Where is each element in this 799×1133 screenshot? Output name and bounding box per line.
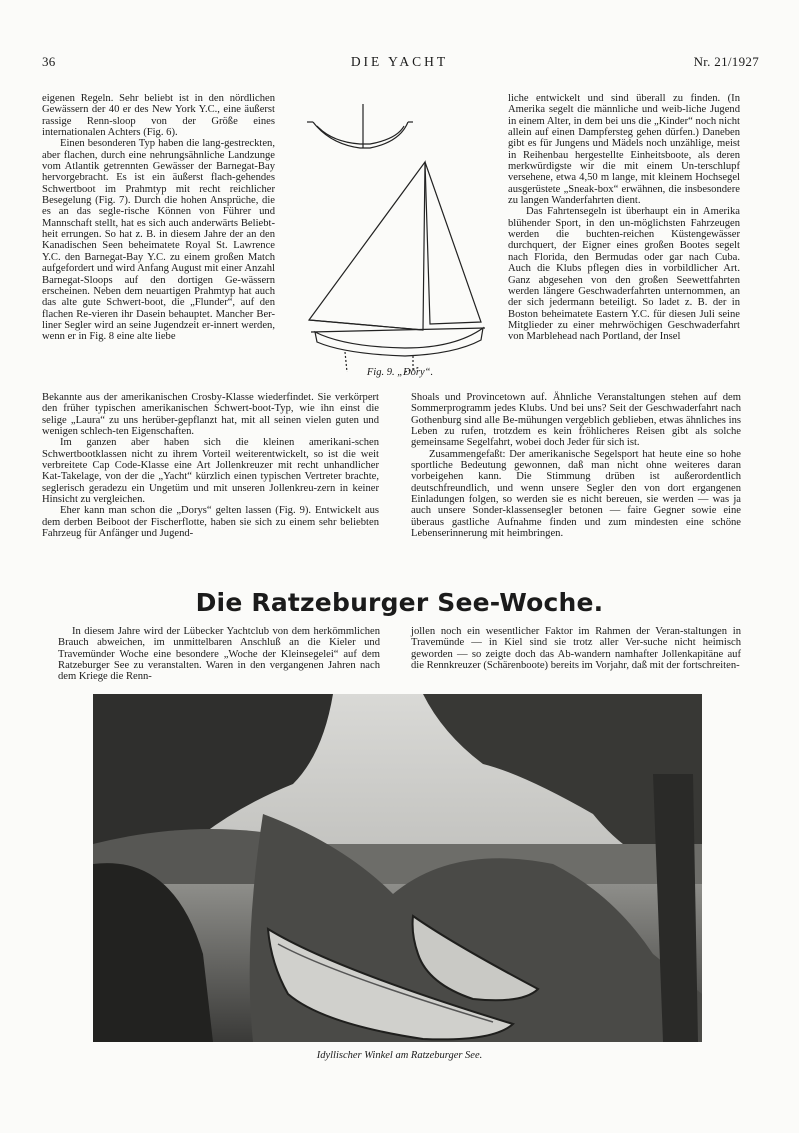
article-column-left bbox=[58, 626, 380, 683]
article-column-right bbox=[411, 626, 741, 671]
paragraph: Eher kann man schon die „Dorys“ gelten lassen (Fig. 9). Entwickelt aus dem derben Beiboot der Fischerflotte, haben sie sich zu einem sehr beliebten Fahrzeug für Anfänger und Jugend- bbox=[42, 505, 379, 540]
photo-caption: Idyllischer Winkel am Ratzeburger See. bbox=[316, 1050, 483, 1061]
paragraph: Shoals und Provincetown auf. Ähnliche Veranstaltungen stehen auf dem Sommerprogramm jedes Klubs. Und bei uns? Seit der Geschwaderfahrt nach Gothenburg sind alle Be-mühungen vergeblich geblieben, etwas ähnliches ins Leben zu rufen, trotzdem es kein fröhlicheres Reisen gibt als solche gemeinsame Segelfahrt, wobei doch Jeder für sich ist. bbox=[411, 392, 741, 449]
article-title: Die Ratzeburger See-Woche. bbox=[195, 588, 604, 617]
paragraph: Im ganzen aber haben sich die kleinen amerikani-schen Schwertbootklassen nicht zu ihrem Vorteil weiterentwickelt, so ist die weit verbreitete Cap Code-Klasse eine Art Jollenkreuzer mit recht unhandlicher Kat-Takelage, von der die „Yacht“ kürzlich einen typischen Vertreter brachte, seglerisch geradezu ein Ungetüm und mit unseren Jollenkreu-zern in keiner Hinsicht zu vergleichen. bbox=[42, 437, 379, 506]
column-left-top bbox=[42, 93, 275, 343]
paragraph: Einen besonderen Typ haben die lang-gestreckten, aber flachen, durch eine nehrungsähnliche Landzunge vom Atlantik getrennten Gewässer der Barnegat-Bay hervorgebracht. Es ist ein äußerst flach-gehendes Schwertboot im Prahmtyp mit recht reichlicher Besegelung (Fig. 7). Durch die hohen Ansprüche, die es an das segle-rische Können von Führer und Mannschaft stellt, hat es sich auch anderwärts Beliebt-heit errungen. So hat z. B. in diesem Jahre der an den Kanadischen Seen beheimatete Royal St. Lawrence Y.C. den Barnegat-Bay Y.C. zu einem großen Match aufgefordert und wird Anfang August mit einer Anzahl Barnegat-Sloops auf den dortigen Ge-wässern erscheinen. Neben dem neuartigen Prahmtyp hat auch das alte gute Schwert-boot, die „Flunder“, auf den flachen Re-vieren ihr Dasein behauptet. Mancher Ber-liner Segler wird an seine Jugendzeit er-innert werden, wenn er in Fig. 8 eine alte liebe bbox=[42, 138, 275, 343]
dory-hull-drawing bbox=[315, 328, 483, 356]
paragraph: jollen noch ein wesentlicher Faktor im Rahmen der Veran-staltungen in Travemünde — in Kiel sind sie trotz aller Ver-suche nicht heimisch geworden — so zeigte doch das Ab-wandern namhafter Jollenkapitäne auf die Rennkreuzer (Schärenboote) bereits im Vorjahr, daß mit der fortschreiten- bbox=[411, 626, 741, 672]
page-number: 36 bbox=[42, 54, 56, 69]
lake-photo bbox=[93, 694, 702, 1042]
paragraph: In diesem Jahre wird der Lübecker Yachtclub von dem herkömmlichen Brauch abweichen, im unmittelbaren Anschluß an die Kieler und Travemünder Woche eine besondere „Woche der Kleinsegelei“ auf dem Ratzeburger See zu veranstalten. Waren in den vergangenen Jahren nach dem Kriege die Renn- bbox=[58, 626, 380, 683]
column-right-top bbox=[508, 93, 740, 343]
dory-figure bbox=[305, 92, 495, 392]
journal-title: DIE YACHT bbox=[350, 54, 449, 69]
issue-number: Nr. 21/1927 bbox=[693, 54, 759, 69]
paragraph: liche entwickelt und sind überall zu finden. (In Amerika segelt die männliche und weib-liche Jugend in einem Alter, in dem bei uns die „Kinder“ noch nicht allein auf einen Dampfersteg gehen dürfen.) Daneben gibt es für Jungens und Mädels noch unzählige, meist in Reihenbau hergestellte Einheitsboote, als deren merkwürdigste wir die mit einem Un-terschlupf versehene, etwa 4,50 m lange, mit kleinem Hochsegel ausgerüstete „Sneak-box“ erwähnen, die insbesondere zu langen Wanderfahrten dient. bbox=[508, 93, 740, 207]
dory-sail-drawing bbox=[309, 162, 425, 330]
figure-caption: Fig. 9. „Dory“. bbox=[366, 367, 434, 378]
paragraph: Das Fahrtensegeln ist überhaupt ein in Amerika blühender Sport, in den un-möglichsten Fahrzeugen werden die buchten-reichen Küstengewässer durchquert, der Eigner eines großen Bootes segelt nach Florida, den Bermudas oder gar nach Cuba. Auch die Klubs pflegen dies in vorbildlicher Art. Ganz abgesehen von den großen Seewettfahrten werden längere Geschwaderfahrten unternommen, an der sich jedermann beteiligt. So ladet z. B. der in Boston beheimatete Eastern Y.C. für diesen Juli seine Mitglieder zu einer mehrwöchigen Geschwaderfahrt von Marblehead nach Portland, der Insel bbox=[508, 206, 740, 343]
paragraph: eigenen Regeln. Sehr beliebt ist in den nördlichen Gewässern der 40 er des New York Y.C., eine äußerst rassige Renn-sloop von der Größe eines internationalen Achters (Fig. 6). bbox=[42, 93, 275, 139]
column-left-bottom bbox=[42, 392, 379, 539]
paragraph: Bekannte aus der amerikanischen Crosby-Klasse wiederfindet. Sie verkörpert den früher typischen amerikanischen Schwert-boot-Typ, wie ihn einst die selige „Laura“ zu uns herüber-gepflanzt hat, mit all seinen vielen guten und wenigen schlech-ten Eigenschaften. bbox=[42, 392, 379, 438]
column-right-bottom bbox=[411, 392, 741, 539]
paragraph: Zusammengefaßt: Der amerikanische Segelsport hat heute eine so hohe sportliche Bedeutung gewonnen, daß man nicht ohne weiteres daran vorbeigehen kann. Die Stimmung drüben ist außerordentlich deutschfreundlich, und wenn unsere Segler den von dort ergangenen Einladungen folgen, so werden sie es nicht bereuen, sie werden — was ja auch unsere Sonder-klassensegler betonen — faire Gegner sowie eine überaus gastliche Aufnahme finden und zum mindesten eine schöne Lebenserinnerung mit heimbringen. bbox=[411, 448, 741, 540]
